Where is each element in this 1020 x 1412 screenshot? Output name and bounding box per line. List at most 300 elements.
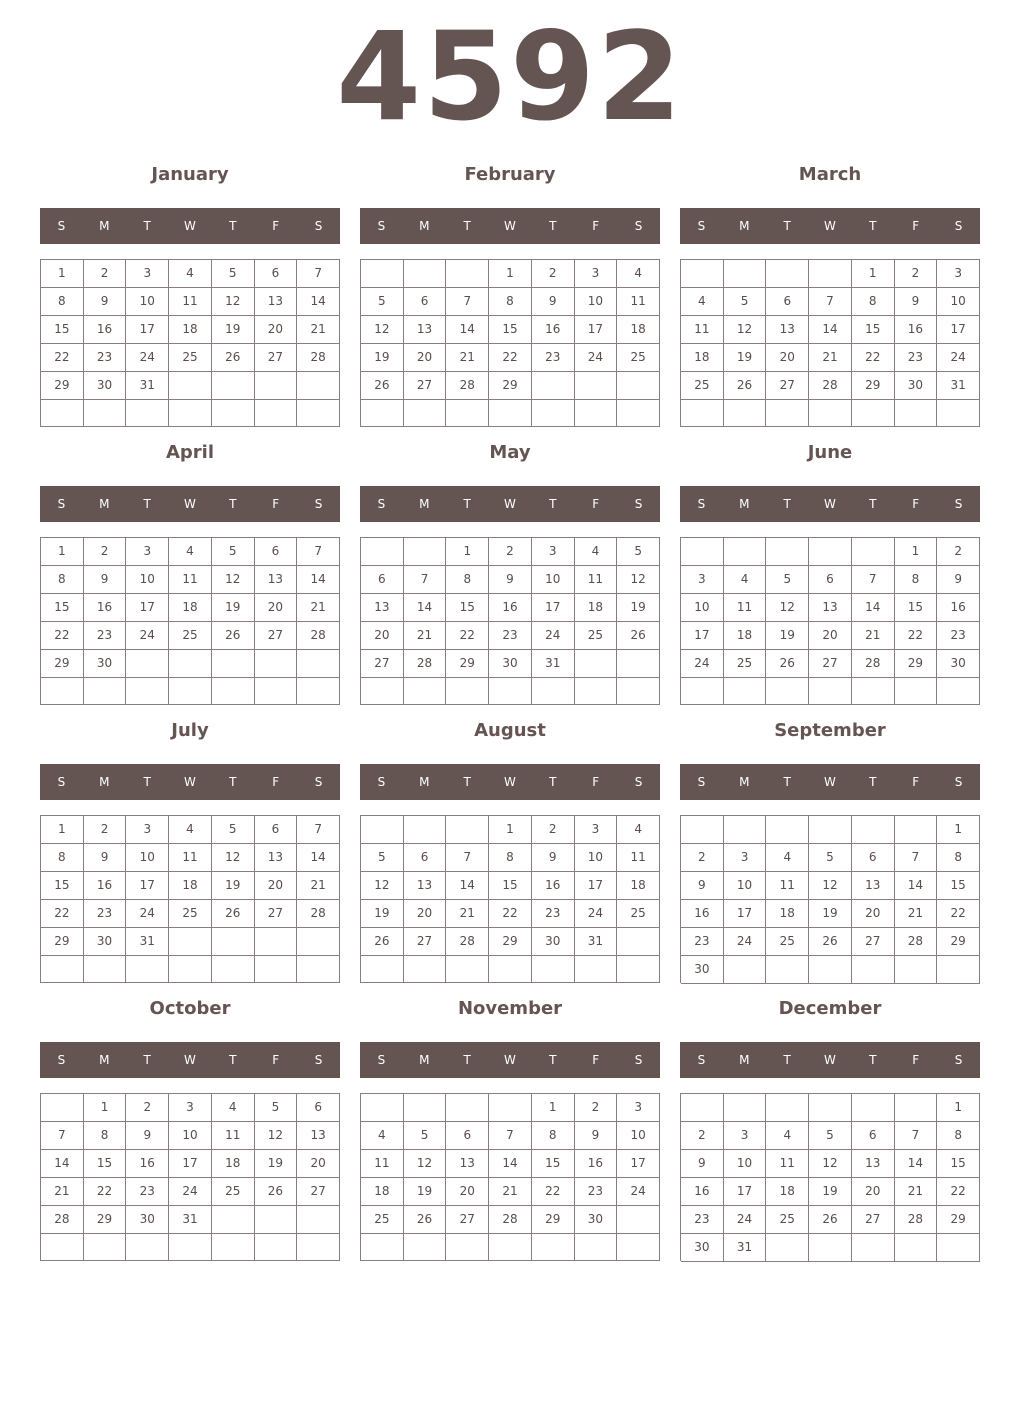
day-cell: 22 [489,900,532,928]
day-cell: 3 [724,844,767,872]
day-cell: 4 [766,844,809,872]
empty-cell [809,260,852,288]
empty-cell [532,956,575,983]
empty-cell [446,816,489,844]
day-cell: 25 [169,622,212,650]
day-cell: 25 [617,344,660,372]
weekday-label: W [824,775,836,789]
empty-cell [532,372,575,400]
day-cell: 18 [169,872,212,900]
day-cell: 9 [84,566,127,594]
day-cell: 25 [681,372,724,400]
empty-cell [617,1206,660,1234]
day-cell: 8 [937,1122,980,1150]
day-cell: 11 [766,872,809,900]
day-cell: 3 [532,538,575,566]
weekday-label: F [912,219,920,233]
day-cell: 28 [297,900,340,928]
empty-cell [617,372,660,400]
empty-cell [852,956,895,984]
day-cell: 19 [212,872,255,900]
day-cell: 1 [84,1094,127,1122]
empty-cell [766,1234,809,1262]
day-cell: 27 [766,372,809,400]
weekday-header [360,486,660,522]
day-cell: 8 [41,844,84,872]
day-cell: 29 [532,1206,575,1234]
empty-cell [297,678,340,705]
day-cell: 9 [937,566,980,594]
empty-cell [212,372,255,400]
weekday-label: T [549,219,557,233]
day-cell: 30 [84,650,127,678]
day-cell: 21 [809,344,852,372]
day-cell: 22 [41,622,84,650]
empty-cell [361,1094,404,1122]
weekday-label: T [463,219,471,233]
day-cell: 21 [446,900,489,928]
empty-cell [617,400,660,427]
day-cell: 12 [212,566,255,594]
day-cell: 5 [212,538,255,566]
empty-cell [255,650,298,678]
day-cell: 26 [809,1206,852,1234]
day-cell: 14 [41,1150,84,1178]
day-cell: 24 [169,1178,212,1206]
day-cell: 28 [446,372,489,400]
day-cell: 24 [681,650,724,678]
day-cell: 11 [617,844,660,872]
weekday-label: T [143,497,151,511]
day-cell: 30 [681,956,724,984]
day-cell: 30 [575,1206,618,1234]
empty-cell [169,956,212,983]
day-cell: 21 [895,1178,938,1206]
day-cell: 30 [489,650,532,678]
weekday-header [680,1042,980,1078]
day-cell: 12 [617,566,660,594]
day-cell: 19 [255,1150,298,1178]
weekday-label: S [634,219,643,233]
day-cell: 27 [361,650,404,678]
weekday-label: T [143,1053,151,1067]
day-cell: 6 [766,288,809,316]
weekday-label: S [634,1053,643,1067]
empty-cell [446,1094,489,1122]
day-cell: 14 [446,872,489,900]
weekday-label: F [592,775,600,789]
day-cell: 27 [297,1178,340,1206]
day-cell: 13 [766,316,809,344]
empty-cell [724,956,767,984]
day-cell: 1 [852,260,895,288]
weekday-label: M [419,775,430,789]
day-cell: 12 [809,872,852,900]
day-cell: 20 [404,900,447,928]
day-cell: 7 [404,566,447,594]
day-cell: 1 [489,816,532,844]
empty-cell [446,400,489,427]
day-cell: 26 [404,1206,447,1234]
weekday-label: S [377,775,386,789]
day-cell: 6 [852,1122,895,1150]
day-cell: 10 [126,566,169,594]
month-name: November [457,998,563,1019]
empty-cell [532,678,575,705]
empty-cell [766,678,809,705]
day-cell: 22 [937,900,980,928]
day-cell: 22 [446,622,489,650]
day-cell: 9 [575,1122,618,1150]
day-cell: 11 [617,288,660,316]
day-cell: 20 [766,344,809,372]
day-cell: 6 [446,1122,489,1150]
day-cell: 28 [809,372,852,400]
weekday-label: M [739,775,750,789]
day-cell: 23 [84,622,127,650]
day-cell: 6 [852,844,895,872]
day-cell: 20 [446,1178,489,1206]
day-cell: 13 [852,1150,895,1178]
day-cell: 3 [169,1094,212,1122]
empty-cell [212,928,255,956]
day-cell: 5 [617,538,660,566]
empty-cell [126,1234,169,1261]
day-cell: 3 [126,260,169,288]
day-cell: 24 [126,622,169,650]
weekday-label: M [739,497,750,511]
day-cell: 16 [126,1150,169,1178]
empty-cell [404,678,447,705]
day-grid [40,537,340,705]
day-cell: 17 [681,622,724,650]
day-cell: 30 [937,650,980,678]
empty-cell [681,1094,724,1122]
day-cell: 14 [404,594,447,622]
weekday-label: S [697,1053,706,1067]
day-cell: 13 [852,872,895,900]
day-cell: 5 [361,844,404,872]
empty-cell [766,538,809,566]
day-cell: 22 [41,344,84,372]
day-cell: 23 [84,344,127,372]
day-cell: 29 [446,650,489,678]
day-cell: 7 [895,844,938,872]
day-cell: 30 [532,928,575,956]
day-cell: 21 [446,344,489,372]
empty-cell [169,678,212,705]
day-cell: 1 [41,538,84,566]
day-cell: 2 [681,1122,724,1150]
day-grid [40,815,340,983]
day-cell: 10 [126,288,169,316]
weekday-label: M [419,219,430,233]
empty-cell [895,1234,938,1262]
day-cell: 10 [724,872,767,900]
weekday-label: T [549,497,557,511]
day-cell: 8 [532,1122,575,1150]
day-cell: 16 [532,316,575,344]
day-cell: 17 [575,872,618,900]
day-cell: 29 [895,650,938,678]
day-cell: 23 [681,1206,724,1234]
day-cell: 7 [41,1122,84,1150]
weekday-header [680,208,980,244]
day-cell: 10 [575,288,618,316]
day-cell: 18 [169,594,212,622]
day-cell: 16 [575,1150,618,1178]
weekday-label: S [954,1053,963,1067]
empty-cell [212,1206,255,1234]
empty-cell [724,260,767,288]
weekday-label: T [783,497,791,511]
day-cell: 26 [212,622,255,650]
weekday-label: F [592,219,600,233]
day-cell: 19 [361,900,404,928]
day-cell: 15 [895,594,938,622]
day-cell: 26 [212,900,255,928]
day-cell: 11 [169,288,212,316]
day-cell: 13 [255,844,298,872]
weekday-label: F [272,1053,280,1067]
day-cell: 20 [809,622,852,650]
day-cell: 15 [937,872,980,900]
weekday-label: T [229,497,237,511]
empty-cell [895,678,938,705]
day-cell: 16 [84,316,127,344]
empty-cell [681,260,724,288]
empty-cell [809,956,852,984]
day-cell: 1 [41,816,84,844]
day-cell: 23 [681,928,724,956]
day-cell: 7 [489,1122,532,1150]
day-cell: 2 [532,260,575,288]
weekday-label: M [99,219,110,233]
empty-cell [532,1234,575,1261]
day-cell: 24 [724,928,767,956]
month-name: August [474,720,546,741]
day-cell: 5 [766,566,809,594]
weekday-label: F [912,1053,920,1067]
day-cell: 24 [126,344,169,372]
day-cell: 2 [84,260,127,288]
day-cell: 29 [41,650,84,678]
day-cell: 21 [852,622,895,650]
day-cell: 11 [169,844,212,872]
day-cell: 16 [489,594,532,622]
empty-cell [766,400,809,427]
empty-cell [852,538,895,566]
day-cell: 14 [297,288,340,316]
day-grid [40,1093,340,1261]
day-cell: 26 [809,928,852,956]
day-cell: 23 [937,622,980,650]
day-cell: 26 [361,928,404,956]
empty-cell [404,1094,447,1122]
weekday-label: W [824,497,836,511]
weekday-label: W [184,1053,196,1067]
day-cell: 10 [937,288,980,316]
day-cell: 15 [41,316,84,344]
day-cell: 7 [446,288,489,316]
weekday-label: T [869,775,877,789]
day-cell: 7 [895,1122,938,1150]
day-cell: 3 [575,260,618,288]
empty-cell [766,816,809,844]
day-cell: 26 [212,344,255,372]
day-cell: 27 [404,372,447,400]
day-cell: 13 [297,1122,340,1150]
empty-cell [575,400,618,427]
empty-cell [724,678,767,705]
empty-cell [895,956,938,984]
empty-cell [724,538,767,566]
day-cell: 20 [404,344,447,372]
day-cell: 17 [169,1150,212,1178]
empty-cell [361,678,404,705]
day-cell: 24 [724,1206,767,1234]
day-cell: 2 [532,816,575,844]
weekday-label: T [783,775,791,789]
day-cell: 23 [126,1178,169,1206]
empty-cell [361,956,404,983]
day-cell: 12 [212,844,255,872]
weekday-label: S [697,219,706,233]
empty-cell [169,1234,212,1261]
weekday-label: S [954,775,963,789]
day-cell: 11 [169,566,212,594]
day-cell: 11 [361,1150,404,1178]
day-cell: 28 [297,344,340,372]
day-cell: 8 [41,566,84,594]
empty-cell [297,372,340,400]
month-name: June [807,442,853,463]
day-cell: 7 [852,566,895,594]
weekday-label: F [912,497,920,511]
day-cell: 19 [404,1178,447,1206]
empty-cell [297,956,340,983]
day-cell: 12 [361,316,404,344]
empty-cell [126,400,169,427]
day-cell: 7 [809,288,852,316]
day-cell: 31 [724,1234,767,1262]
day-cell: 25 [617,900,660,928]
day-cell: 9 [895,288,938,316]
empty-cell [575,372,618,400]
day-cell: 15 [937,1150,980,1178]
day-cell: 16 [681,900,724,928]
empty-cell [852,816,895,844]
day-cell: 4 [169,538,212,566]
day-cell: 14 [809,316,852,344]
day-cell: 5 [212,260,255,288]
empty-cell [937,400,980,427]
day-cell: 20 [297,1150,340,1178]
day-cell: 18 [766,1178,809,1206]
empty-cell [169,650,212,678]
day-cell: 23 [532,344,575,372]
weekday-label: T [463,1053,471,1067]
day-cell: 29 [489,928,532,956]
day-cell: 27 [255,900,298,928]
empty-cell [446,678,489,705]
weekday-label: S [634,497,643,511]
day-cell: 26 [255,1178,298,1206]
day-cell: 18 [766,900,809,928]
day-cell: 24 [617,1178,660,1206]
empty-cell [126,678,169,705]
day-cell: 3 [575,816,618,844]
weekday-label: W [824,1053,836,1067]
day-cell: 11 [212,1122,255,1150]
empty-cell [852,1234,895,1262]
day-cell: 4 [724,566,767,594]
empty-cell [361,1234,404,1261]
empty-cell [937,1234,980,1262]
empty-cell [41,400,84,427]
day-cell: 7 [297,260,340,288]
day-cell: 27 [404,928,447,956]
day-cell: 8 [446,566,489,594]
day-cell: 28 [297,622,340,650]
day-cell: 24 [575,900,618,928]
day-cell: 22 [84,1178,127,1206]
day-cell: 7 [297,816,340,844]
day-cell: 18 [169,316,212,344]
day-cell: 8 [489,288,532,316]
day-cell: 4 [617,260,660,288]
weekday-label: F [592,1053,600,1067]
day-cell: 2 [895,260,938,288]
day-cell: 27 [255,622,298,650]
day-cell: 11 [724,594,767,622]
month-name: July [171,720,209,741]
day-cell: 20 [361,622,404,650]
day-cell: 20 [255,872,298,900]
empty-cell [212,650,255,678]
weekday-label: M [739,1053,750,1067]
day-cell: 18 [575,594,618,622]
day-cell: 30 [895,372,938,400]
empty-cell [617,928,660,956]
day-cell: 5 [809,1122,852,1150]
empty-cell [41,956,84,983]
day-cell: 1 [895,538,938,566]
day-cell: 10 [126,844,169,872]
day-cell: 18 [361,1178,404,1206]
day-cell: 6 [297,1094,340,1122]
empty-cell [617,956,660,983]
day-cell: 10 [575,844,618,872]
day-cell: 25 [169,344,212,372]
day-cell: 31 [937,372,980,400]
day-cell: 3 [681,566,724,594]
day-cell: 15 [489,872,532,900]
day-cell: 2 [681,844,724,872]
day-cell: 8 [489,844,532,872]
day-cell: 9 [84,288,127,316]
weekday-header [40,764,340,800]
weekday-label: M [99,775,110,789]
day-cell: 4 [681,288,724,316]
day-cell: 25 [766,1206,809,1234]
weekday-label: T [783,1053,791,1067]
weekday-label: T [229,1053,237,1067]
day-cell: 7 [297,538,340,566]
empty-cell [169,400,212,427]
day-cell: 20 [852,1178,895,1206]
day-cell: 4 [169,816,212,844]
